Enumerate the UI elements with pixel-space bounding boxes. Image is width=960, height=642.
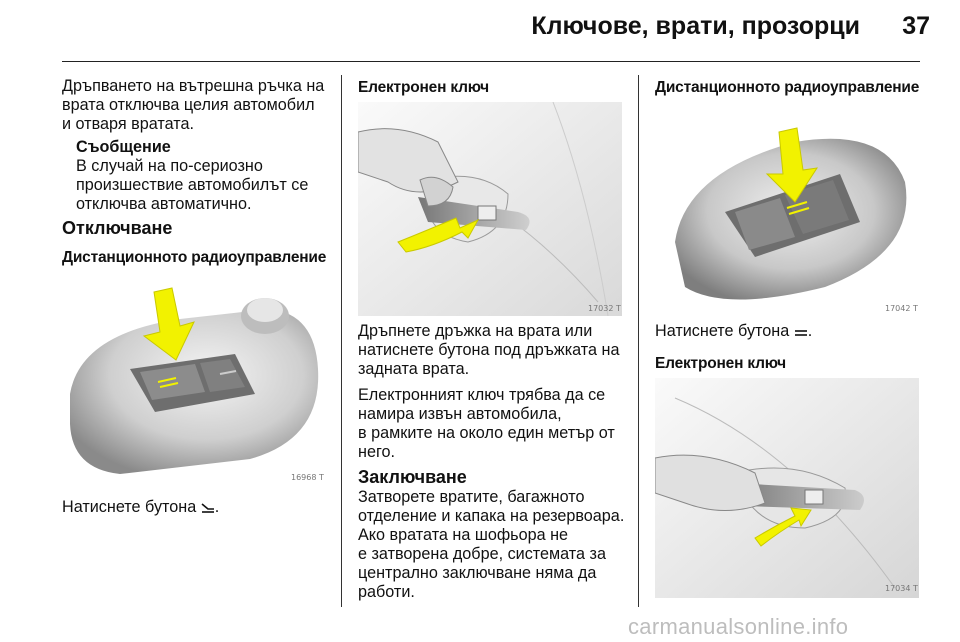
locking-heading: Заключване: [358, 467, 467, 487]
header-title: Ключове, врати, прозорци: [531, 12, 860, 40]
ekey-heading: Електронен ключ: [358, 79, 489, 96]
watermark: carmanualsonline.info: [628, 614, 849, 639]
lock-line-6: работи.: [358, 583, 415, 601]
intro-line-2: врата отключва целия автомобил: [62, 96, 315, 114]
figure-door-handle-pull: [358, 102, 622, 316]
range-line-3: в рамките на около един метър от: [358, 424, 615, 442]
lock-button-icon: [794, 326, 808, 338]
figure-remote-lock: [655, 102, 919, 316]
press-button-end: .: [807, 322, 813, 340]
figure-code: 17034 T: [885, 584, 918, 593]
range-line-2: намира извън автомобила,: [358, 405, 562, 423]
press-button-label: Натиснете бутона: [655, 322, 790, 340]
figure-code: 16968 T: [291, 473, 324, 482]
press-button-text-2: [655, 322, 812, 342]
column-divider-2: [638, 75, 639, 607]
remote-heading-2: Дистанционното радиоуправление: [655, 79, 920, 96]
press-button-label: Натиснете бутона: [62, 498, 197, 516]
note-title: Съобщение: [76, 138, 171, 156]
lock-line-2: отделение и капака на резервоара.: [358, 507, 625, 525]
intro-line-3: и отваря вратата.: [62, 115, 194, 133]
figure-code: 17032 T: [588, 304, 621, 313]
press-button-end: .: [214, 498, 220, 516]
pull-line-1: Дръпнете дръжка на врата или: [358, 322, 593, 340]
remote-key-lock-illustration: [655, 102, 919, 316]
unlock-button-icon: [201, 502, 215, 514]
range-line-4: него.: [358, 443, 395, 461]
intro-line-1: Дръпването на вътрешна ръчка на: [62, 77, 325, 95]
ekey-heading-2: Електронен ключ: [655, 355, 786, 372]
note-line-2: произшествие автомобилът се: [76, 176, 309, 194]
lock-line-1: Затворете вратите, багажното: [358, 488, 585, 506]
unlocking-heading: Отключване: [62, 218, 173, 238]
note-line-1: В случай на по-сериозно: [76, 157, 263, 175]
figure-door-handle-press: [655, 378, 919, 598]
remote-key-illustration: [60, 274, 324, 484]
pull-line-3: задната врата.: [358, 360, 470, 378]
pull-line-2: натиснете бутона под дръжката на: [358, 341, 620, 359]
lock-line-4: е затворена добре, системата за: [358, 545, 606, 563]
door-handle-press-illustration: [655, 378, 919, 598]
figure-remote-unlock: [60, 274, 324, 484]
note-line-3: отключва автоматично.: [76, 195, 252, 213]
column-divider-1: [341, 75, 342, 607]
remote-heading: Дистанционното радиоуправление: [62, 249, 327, 266]
lock-line-5: централно заключване няма да: [358, 564, 597, 582]
door-handle-illustration: [358, 102, 622, 316]
press-button-text: [62, 498, 219, 518]
header-rule: [62, 61, 920, 62]
page-number: 37: [902, 12, 930, 40]
range-line-1: Електронният ключ трябва да се: [358, 386, 606, 404]
figure-code: 17042 T: [885, 304, 918, 313]
lock-line-3: Ако вратата на шофьора не: [358, 526, 569, 544]
